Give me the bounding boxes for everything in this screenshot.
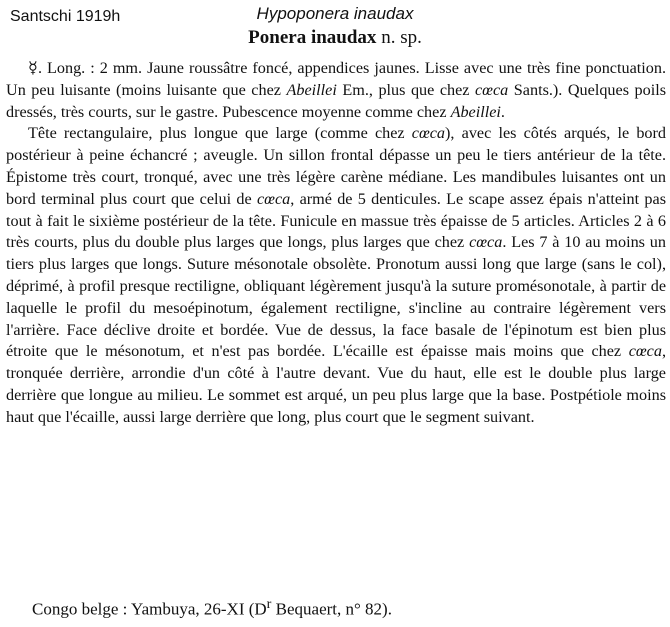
p1-italic-1: Abeillei xyxy=(286,80,337,99)
p1-text-4: . xyxy=(500,102,505,121)
p2-italic-3: cœca xyxy=(469,233,503,252)
p2-text-2: ), avec les côtés arqués, le bord postérieur à peine échancré ; aveugle. Un sillon frontal dépasse un peu le tiers antérieur de la tête. Épistome très court, tronqué, avec une très légère carène médiane. Les mandibules luisantes ont un bord terminal plus court que celui de xyxy=(6,124,666,208)
locality-line xyxy=(32,596,392,620)
citation: Santschi 1919h xyxy=(10,8,121,25)
p2-text-3: , armé de 5 denticules. Le scape assez épais n'atteint pas tout à fait le sixième postérieur de la tête. Funicule en massue très épaisse de 5 articles. Articles 2 à 6 très courts, plus du double plus larges que longs, plus larges que chez xyxy=(6,189,667,252)
worker-symbol: ☿ xyxy=(28,59,38,77)
footer-text-1: Congo belge : Yambuya, 26-XI (D xyxy=(32,599,267,619)
page-title xyxy=(0,27,670,49)
p1-italic-3: Abeillei xyxy=(450,102,501,121)
p2-italic-1: cœca xyxy=(411,124,446,143)
p2-text-5: , tronquée derrière, arrondie d'un côté à l'autre devant. Vue du haut, elle est le double plus large derrière que longue au milieu. Le sommet est arqué, un peu plus large que la base. Postpétiole moins haut que l'écaille, aussi large derrière que long, plus court que le segment suivant. xyxy=(6,342,666,426)
footer-text-2: Bequaert, n° 82). xyxy=(271,599,392,619)
title-name: Ponera inaudax xyxy=(248,27,377,48)
p1-text-1: . Long. : 2 mm. Jaune roussâtre foncé, appendices jaunes. Lisse avec une très fine ponctuation. Un peu luisante (moins luisante que chez xyxy=(6,59,666,99)
footer-sup: r xyxy=(266,596,272,612)
taxon-name: Hypoponera inaudax xyxy=(256,4,414,23)
p1-text-3: Sants.). Quelques poils dressés, très courts, sur le gastre. Pubescence moyenne comme chez xyxy=(6,80,667,121)
paragraph-1 xyxy=(6,58,666,123)
p1-text-2: Em., plus que chez xyxy=(336,80,475,99)
description-body xyxy=(6,58,666,429)
p1-italic-2: cœca xyxy=(475,80,509,99)
p2-italic-4: cœca xyxy=(628,342,662,361)
paragraph-2 xyxy=(6,123,666,428)
p2-italic-2: cœca xyxy=(256,189,291,208)
title-suffix: n. sp. xyxy=(376,27,422,48)
p2-text-1: Tête rectangulaire, plus longue que large (comme chez xyxy=(28,124,412,143)
p2-text-4: . Les 7 à 10 au moins un tiers plus larges que longs. Suture mésonotale obsolète. Pronotum aussi long que large (sans le col), déprimé, à profil presque rectiligne, obliquant légèrement jusqu'à la suture promésonotale, à partir de laquelle le profil du mesoépinotum, également rectiligne, s'incline au contraire légèrement vers l'arrière. Face déclive droite et bordée. Vue de dessus, la face basale de l'épinotum est bien plus étroite que le mésonotum, et n'est pas bordée. L'écaille est épaisse mais moins que chez xyxy=(6,233,666,361)
